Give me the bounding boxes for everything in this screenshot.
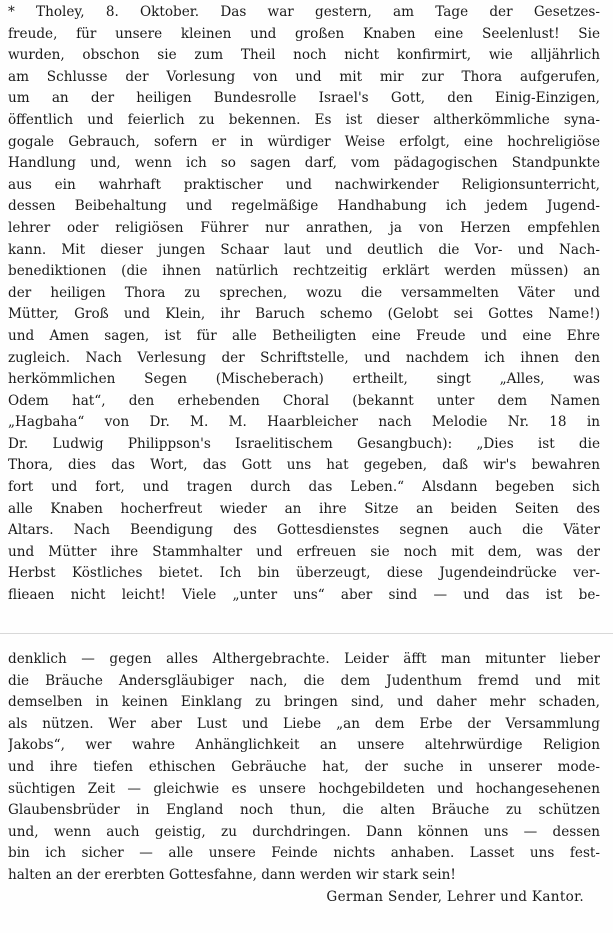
article-line: Thora, dies das Wort, das Gott uns hat gegeben, daß wir's bewahren (8, 457, 600, 474)
article-line: zugleich. Nach Verlesung der Schriftstelle, und nachdem ich ihnen den (8, 349, 600, 366)
article-line: demselben in keinen Einklang zu bringen sind, und daher mehr schaden, (8, 694, 600, 711)
column-break-divider (0, 633, 613, 634)
article-line: aus ein wahrhaft praktischer und nachwirkender Religionsunterricht, (8, 176, 600, 193)
article-line: Dr. Ludwig Philippson's Israelitischem Gesangbuch): „Dies ist die (8, 435, 600, 452)
article-line: Odem hat“, den erhebenden Choral (bekannt unter dem Namen (8, 392, 600, 409)
article-line: und Mütter ihre Stammhalter und erfreuen sie noch mit dem, was der (8, 543, 600, 560)
article-line: Herbst Köstliches bietet. Ich bin überzeugt, diese Jugendeindrücke ver- (8, 565, 600, 582)
article-line: Jakobs“, wer wahre Anhänglichkeit an unsere altehrwürdige Religion (8, 737, 600, 754)
article-line: herkömmlichen Segen (Mischeberach) ertheilt, singt „Alles, was (8, 371, 600, 388)
article-line: bin ich sicher — alle unsere Feinde nichts anhaben. Lasset uns fest- (8, 845, 600, 862)
article-line: als nützen. Wer aber Lust und Liebe „an dem Erbe der Versammlung (8, 715, 600, 732)
article-line: die Bräuche Andersgläubiger nach, die dem Judenthum fremd und mit (8, 672, 600, 689)
article-line: und ihre tiefen ethischen Gebräuche hat, der suche in unserer mode- (8, 758, 600, 775)
article-line: Glaubensbrüder in England noch thun, die alten Bräuche zu schützen (8, 802, 600, 819)
article-upper-column (8, 2, 600, 607)
article-line: am Schlusse der Vorlesung von und mit mir zur Thora aufgerufen, (8, 68, 600, 85)
article-line: Altars. Nach Beendigung des Gottesdienstes segnen auch die Väter (8, 522, 600, 539)
article-lower-column (8, 649, 600, 908)
article-line: halten an der ererbten Gottesfahne, dann werden wir stark sein! (8, 866, 456, 883)
article-line: um an der heiligen Bundesrolle Israel's Gott, den Einig-Einzigen, (8, 90, 600, 107)
article-line: der heiligen Thora zu sprechen, wozu die versammelten Väter und (8, 284, 600, 301)
article-line: fort und fort, und tragen durch das Leben.“ Alsdann begeben sich (8, 479, 600, 496)
article-line: „Hagbaha“ von Dr. M. M. Haarbleicher nach Melodie Nr. 18 in (8, 414, 600, 431)
article-line: dessen Beibehaltung und regelmäßige Handhabung ich jedem Jugend- (8, 198, 600, 215)
article-line: Handlung und, wenn ich so sagen darf, vom pädagogischen Standpunkte (8, 155, 600, 172)
article-line: Mütter, Groß und Klein, ihr Baruch schemo (Gelobt sei Gottes Name!) (8, 306, 600, 323)
article-line: öffentlich und feierlich zu bekennen. Es ist dieser altherkömmliche syna- (8, 111, 600, 128)
author-signature: German Sender, Lehrer und Kantor. (326, 888, 584, 905)
article-line: freude, für unsere kleinen und großen Knaben eine Seelenlust! Sie (8, 25, 600, 42)
article-line: gogale Gebrauch, sofern er in würdiger Weise erfolgt, eine hochreligiöse (8, 133, 600, 150)
article-line: lehrer oder religiösen Führer nur anrathen, ja von Herzen empfehlen (8, 219, 600, 236)
article-line: flieaen nicht leicht! Viele „unter uns“ aber sind — und das ist be- (8, 587, 600, 604)
article-line: denklich — gegen alles Althergebrachte. Leider äfft man mitunter lieber (8, 651, 600, 667)
article-line: süchtigen Zeit — gleichwie es unsere hochgebildeten und hochangesehenen (8, 780, 600, 797)
article-line: kann. Mit dieser jungen Schaar laut und deutlich die Vor- und Nach- (8, 241, 600, 258)
article-line: und, wenn auch geistig, zu durchdringen. Dann können uns — dessen (8, 823, 600, 840)
article-line: wurden, obschon sie zum Theil noch nicht konfirmirt, wie alljährlich (8, 47, 600, 64)
article-line: benediktionen (die ihnen natürlich rechtzeitig erklärt werden müssen) an (8, 263, 600, 280)
article-line: * Tholey, 8. Oktober. Das war gestern, am Tage der Gesetzes- (8, 4, 600, 20)
article-line: und Amen sagen, ist für alle Betheiligten eine Freude und eine Ehre (8, 327, 600, 344)
article-line: alle Knaben hocherfreut wieder an ihre Sitze an beiden Seiten des (8, 500, 600, 517)
